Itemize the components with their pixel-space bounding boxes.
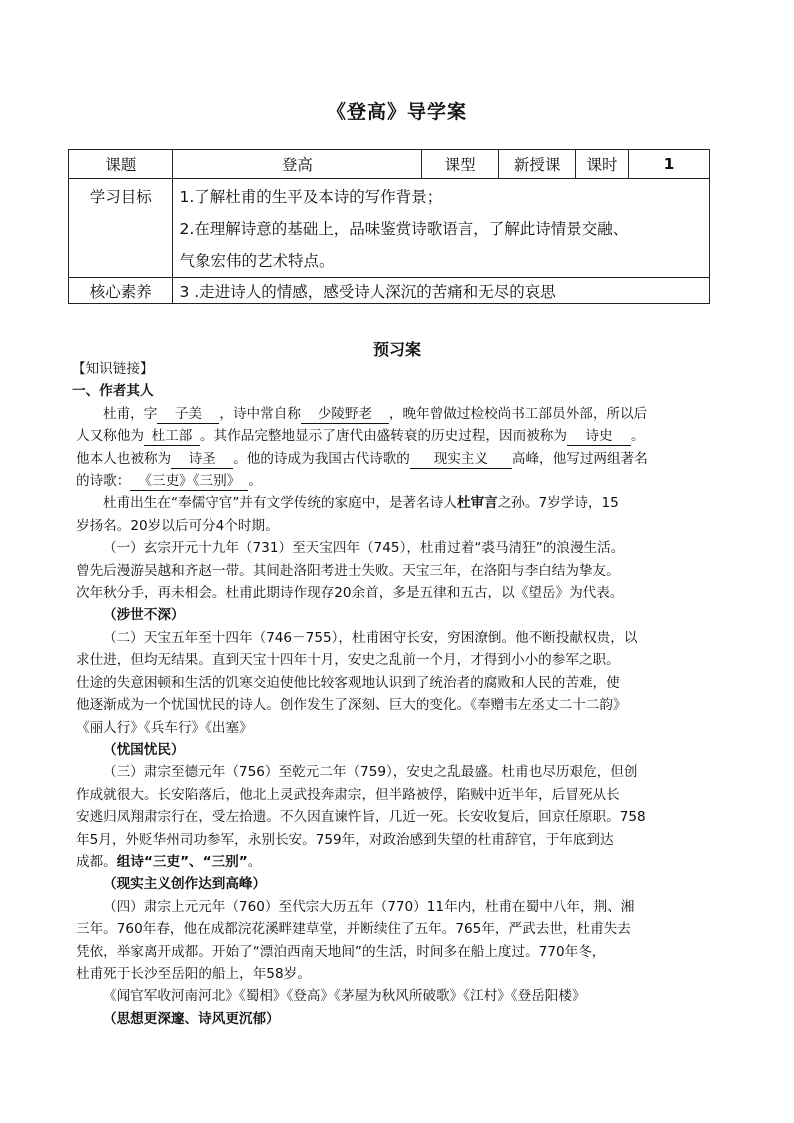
text: ，诗中常自称 [219,405,301,422]
text: 人又称他为 [76,428,144,445]
lesson-info-table [68,149,710,304]
period-2-line: 他逐渐成为一个忧国忧民的诗人。创作发生了深刻、巨大的变化。《奉赠韦左丞丈二十二韵》 [76,697,627,714]
goals-label: 学习目标 [69,179,173,278]
text: 他本人也被称为 [76,450,172,467]
period-2-line: 求仕进，但均无结果。直到天宝十四年十月，安史之乱前一个月，才得到小小的参军之职。 [76,652,620,669]
core-value: 3 .走进诗人的情感，感受诗人深沉的苦痛和无尽的哀思 [173,278,710,304]
goal-item: 气象宏伟的艺术特点。 [179,252,335,270]
text: 。 [247,853,262,870]
grandfather-name: 杜审言 [456,495,498,512]
period-3-line: 作成就很大。长安陷落后，他北上灵武投奔肃宗，但半路被俘，陷贼中近半年，后冒死从长 [76,786,620,803]
poem-group: 组诗“三吏”、“三别” [116,853,248,870]
text: 。 [248,473,262,490]
text: ，晚年曾做过检校尚书工部员外部，所以后 [388,405,648,422]
goal-item: 2.在理解诗意的基础上，品味鉴赏诗歌语言，了解此诗情景交融、 [179,220,629,238]
period-4-note: （思想更深邃、诗风更沉郁） [103,1010,280,1027]
text: 的诗歌： [76,473,131,490]
document-title: 《登高》导学案 [326,101,467,123]
period-3-line: 安逃归凤翔肃宗行在，受左拾遗。不久因直谏忤旨，几近一死。长安收复后，回京任原职。758 [76,809,646,826]
intro-line [76,448,724,470]
period-4-line: 杜甫死于长沙至岳阳的船上，年58岁。 [76,965,311,982]
core-label: 核心素养 [69,278,173,304]
period-4-line: 凭依，举家离开成都。开始了“漂泊西南天地间”的生活，时间多在船上度过。770年冬， [76,943,606,960]
period-3-line [76,851,724,873]
preview-content [72,358,724,1030]
table-row [69,150,710,179]
period-1-line: （一）玄宗开元十九年（731）至天宝四年（745），杜甫过着“裘马清狂”的浪漫生活。 [103,540,625,557]
text: 成都。 [76,853,117,870]
intro-line [76,425,724,447]
period-4-line: 三年。760年春，他在成都浣花溪畔建草堂，并断续住了五年。765年，严武去世，杜甫失去 [76,921,631,938]
hours-label: 课时 [576,150,629,179]
answer-blank: 诗史 [567,428,631,446]
text: 之孙。7岁学诗，15 [497,495,619,512]
period-4-line: （四）肃宗上元元年（760）至代宗大历五年（770）11年内，杜甫在蜀中八年，荆、湘 [103,898,635,915]
period-2-line: （二）天宝五年至十四年（746－755），杜甫困守长安，穷困潦倒。他不断投献权贵，以 [103,629,638,646]
period-4-works: 《闻官军收河南河北》《蜀相》《登高》《茅屋为秋风所破歌》《江村》《登岳阳楼》 [103,988,586,1005]
text: 。 [631,428,645,445]
section-heading: 一、作者其人 [72,383,154,400]
period-3-note: （现实主义创作达到高峰） [103,876,267,893]
lesson-value: 登高 [173,150,422,179]
period-2-note: （忧国忧民） [103,741,185,758]
knowledge-link-heading: 【知识链接】 [72,361,154,377]
period-3-line: （三）肃宗至德元年（756）至乾元二年（759），安史之乱最盛。杜甫也尽历艰危，但创 [103,764,638,781]
answer-blank: 少陵野老 [301,406,389,424]
period-2-line: 仕途的失意困顿和生活的饥寒交迫使他比较客观地认识到了统治者的腐败和人民的苦难，使 [76,674,620,691]
period-3-line: 年5月，外贬华州司功参军，永别长安。759年，对政治感到失望的杜甫辞官，于年底到达 [76,831,614,848]
text: 。其作品完整地显示了唐代由盛转衰的历史过程，因而被称为 [199,428,567,445]
hours-value: 1 [629,150,710,179]
answer-blank: 杜工部 [144,428,200,446]
text: 杜甫，字 [103,405,158,422]
table-row [69,179,710,278]
birth-line [76,492,724,514]
text: 高峰，他写过两组著名 [511,450,648,467]
answer-blank: 《三吏》《三别》 [130,473,248,491]
text: 。他的诗成为我国古代诗歌的 [233,450,410,467]
type-label: 课型 [422,150,499,179]
type-value: 新授课 [499,150,576,179]
intro-line [76,470,724,492]
table-row [69,278,710,304]
period-1-line: 曾先后漫游吴越和齐赵一带。其间赴洛阳考进士失败。天宝三年，在洛阳与李白结为挚友。 [76,562,620,579]
goals-cell [173,179,710,278]
intro-line [76,403,724,425]
answer-blank: 诗圣 [171,451,233,469]
birth-line: 岁扬名。20岁以后可分4个时期。 [76,517,279,534]
text: 杜甫出生在“奉儒守官”并有文学传统的家庭中，是著名诗人 [103,495,457,512]
preview-title: 预习案 [372,340,421,359]
period-1-note: （涉世不深） [103,607,185,624]
period-1-line: 次年秋分手，再未相会。杜甫此期诗作现存20余首，多是五律和五古，以《望岳》为代表。 [76,585,624,602]
lesson-label: 课题 [69,150,173,179]
period-2-line: 《丽人行》《兵车行》《出塞》 [76,719,253,736]
answer-blank: 现实主义 [410,451,512,469]
answer-blank: 子美 [157,406,219,424]
goal-item: 1.了解杜甫的生平及本诗的写作背景； [179,188,443,206]
